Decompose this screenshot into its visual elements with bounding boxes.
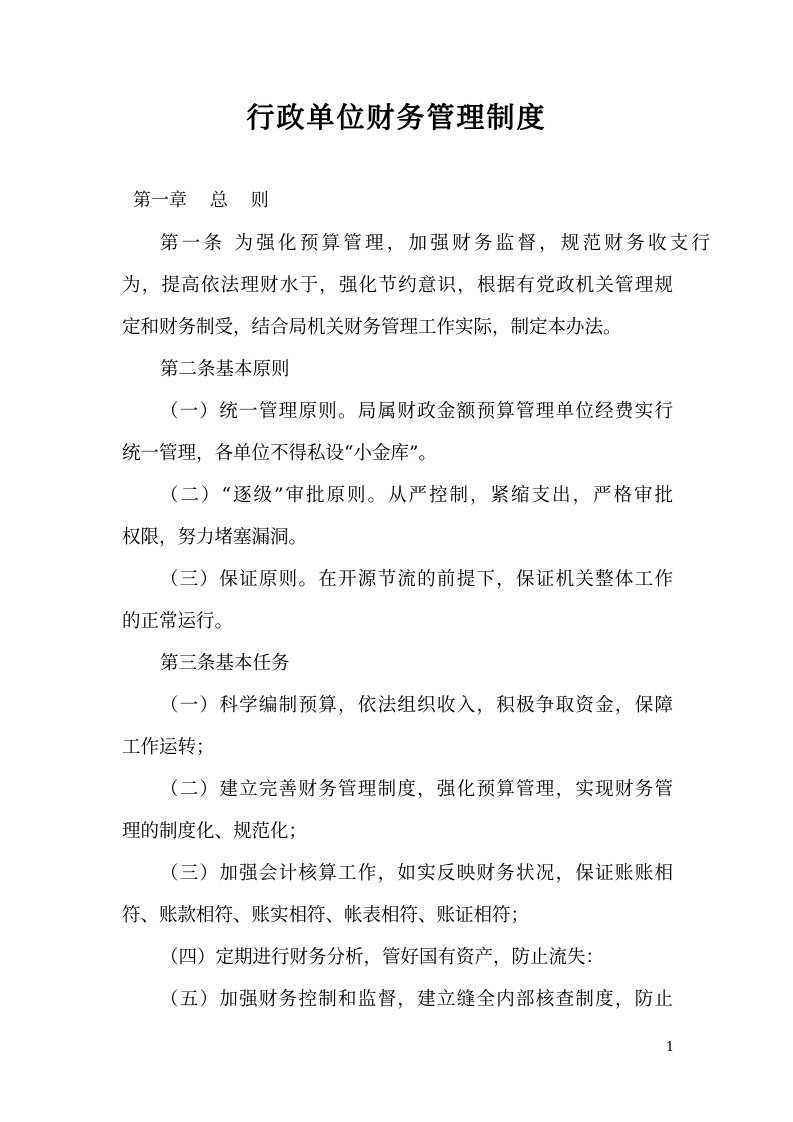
text-line: 统一管理，各单位不得私设“小金库”。	[122, 443, 437, 464]
text-line: 工作运转；	[122, 737, 215, 758]
text-line: 理的制度化、规范化；	[122, 821, 308, 842]
section-heading: 第二条基本原则	[160, 359, 290, 380]
document-title: 行政单位财务管理制度	[246, 101, 547, 134]
chapter-heading: 第一章 总 则	[133, 190, 269, 211]
text-line: （二）“逐级”审批原则。从严控制，紧缩支出，严格审批	[160, 485, 673, 506]
text-line: （二）建立完善财务管理制度，强化预算管理，实现财务管	[160, 779, 673, 800]
text-line: 权限，努力堵塞漏洞。	[122, 527, 308, 548]
text-line: （三）加强会计核算工作，如实反映财务状况，保证账账相	[160, 863, 673, 884]
text-line: （四）定期进行财务分析，管好国有资产，防止流失：	[160, 947, 605, 968]
text-line: 的正常运行。	[122, 611, 234, 632]
page-number: 1	[665, 1040, 675, 1055]
text-line: 第一条 为强化预算管理，加强财务监督，规范财务收支行	[160, 233, 710, 254]
text-line: （一）统一管理原则。局属财政金额预算管理单位经费实行	[160, 401, 673, 422]
text-line: （五）加强财务控制和监督，建立缝全内部核查制度，防止	[160, 989, 673, 1010]
section-heading: 第三条基本任务	[160, 653, 290, 674]
text-line: （一）科学编制预算，依法组织收入，积极争取资金，保障	[160, 695, 673, 716]
text-line: （三）保证原则。在开源节流的前提下，保证机关整体工作	[160, 569, 673, 590]
text-line: 定和财务制受，结合局机关财务管理工作实际，制定本办法。	[122, 317, 622, 338]
text-line: 为，提高依法理财水于，强化节约意识，根据有党政机关管理规	[122, 275, 673, 296]
text-line: 符、账款相符、账实相符、帐表相符、账证相符；	[122, 905, 530, 926]
